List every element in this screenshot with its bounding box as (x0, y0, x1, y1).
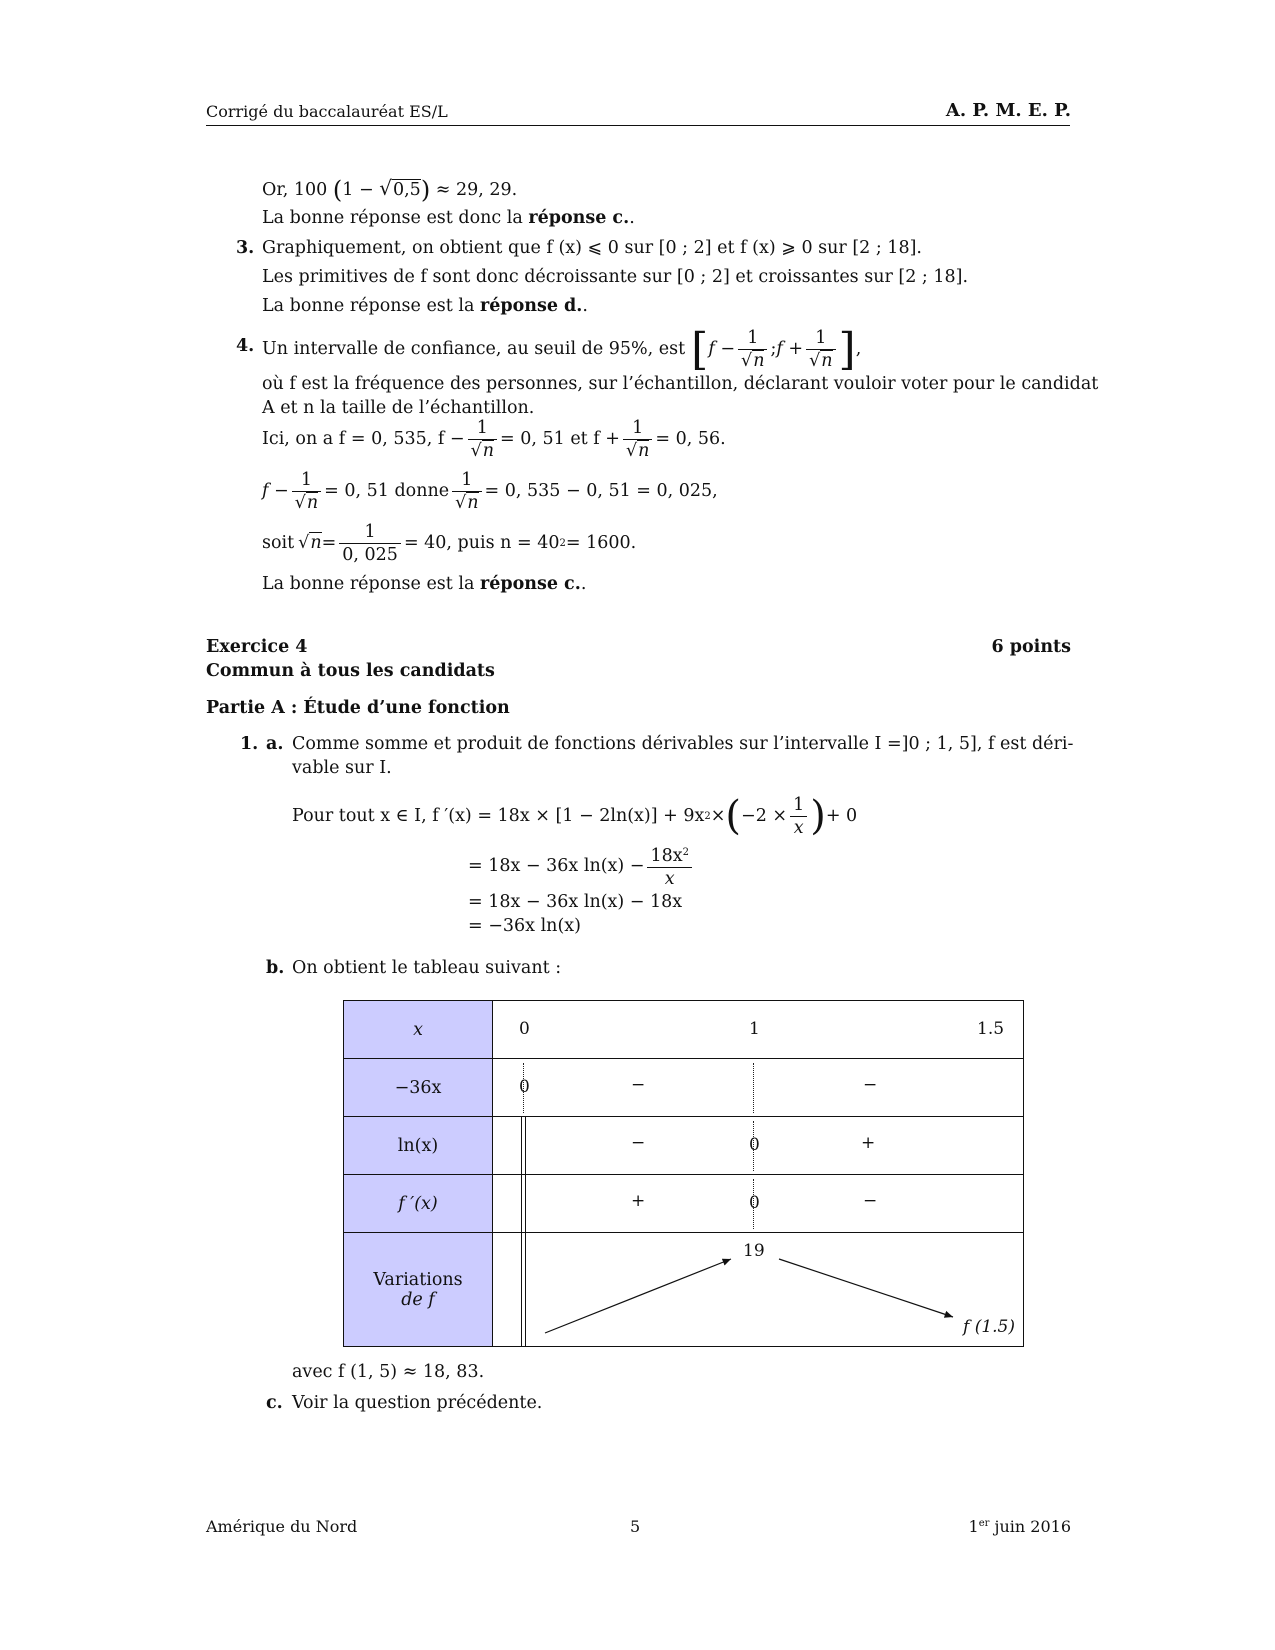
derivative-line4: = −36x ln(x) (468, 916, 581, 936)
header-title: Corrigé du baccalauréat ES/L (206, 102, 448, 121)
variation-arrows (493, 1233, 1023, 1347)
q4-line2: où f est la fréquence des personnes, sur l’échantillon, déclarant vouloir voter pour le candidat (262, 374, 1099, 394)
end-value: f (1.5) (963, 1317, 1015, 1337)
row-ln: − 0 + (493, 1117, 1024, 1175)
row-header-minus36x: −36x (344, 1059, 493, 1117)
derivative-line1: Pour tout x ∈ I, f ′(x) = 18x × [1 − 2ln(x)] + 9x 2 × ( −2 × $\frac{1}{x}$ ) + 0 (292, 793, 858, 839)
q4-line1: Un intervalle de confiance, au seuil de 95%, est [ f − $\frac{1}{√n}$ ; f + $\frac{1}{√n}$ ] , (262, 323, 862, 375)
exercise-title: Exercice 4 (206, 637, 308, 657)
header-rule (206, 125, 1070, 126)
sqrt-0-5: 0,5 (392, 180, 421, 200)
arrow-down (779, 1259, 953, 1317)
q1b-text: On obtient le tableau suivant : (292, 958, 562, 978)
header-apmep: A. P. M. E. P. (945, 100, 1071, 121)
row-x: 0 1 1.5 (493, 1001, 1024, 1059)
exercise-subtitle: Commun à tous les candidats (206, 661, 495, 681)
footer-location: Amérique du Nord (206, 1517, 358, 1536)
footer-page-number: 5 (630, 1517, 641, 1536)
q4-line3: A et n la taille de l’échantillon. (262, 398, 535, 418)
q1c-label: c. (266, 1393, 283, 1413)
row-minus36x: 0 − − (493, 1059, 1024, 1117)
q2-line1: Or, 100 (1 − √0,5) ≈ 29, 29. (262, 176, 518, 204)
q1a-label: a. (266, 734, 284, 754)
row-header-x: x (344, 1001, 493, 1059)
after-table-text: avec f (1, 5) ≈ 18, 83. (292, 1362, 485, 1382)
max-value: 19 (743, 1241, 765, 1261)
part-a-title: Partie A : Étude d’une fonction (206, 698, 510, 718)
variation-table (343, 1000, 1024, 1347)
derivative-line2: = 18x − 36x ln(x) − $\frac{18x^2}{x}$ (468, 840, 695, 892)
q1c-text: Voir la question précédente. (292, 1393, 543, 1413)
q4-number: 4. (236, 336, 255, 356)
q1a-line1: Comme somme et produit de fonctions dérivables sur l’intervalle I =]0 ; 1, 5], f est déri- (292, 734, 1074, 754)
q1b-label: b. (266, 958, 285, 978)
row-header-ln: ln(x) (344, 1117, 493, 1175)
q3-number: 3. (236, 238, 255, 258)
footer-date: 1er juin 2016 (968, 1517, 1071, 1536)
q2-line2: La bonne réponse est donc la réponse c.. (262, 208, 635, 228)
row-header-fprime: f ′(x) (344, 1175, 493, 1233)
row-header-variations: Variations de f (344, 1233, 493, 1347)
fraction-1-over-sqrt-n-2: $\frac{1}{√n}$ (806, 327, 835, 372)
q4-line4: Ici, on a f = 0, 535, f − $\frac{1}{√n}$ = 0, 51 et f + $\frac{1}{√n}$ = 0, 56. (262, 417, 726, 461)
arrow-up (545, 1259, 731, 1333)
q1a-line2: vable sur I. (292, 758, 392, 778)
q4-line7: La bonne réponse est la réponse c.. (262, 574, 587, 594)
q3-line2: Les primitives de f sont donc décroissante sur [0 ; 2] et croissantes sur [2 ; 18]. (262, 267, 969, 287)
row-variations (493, 1233, 1024, 1347)
fraction-1-over-sqrt-n: $\frac{1}{√n}$ (738, 327, 767, 372)
q3-line3: La bonne réponse est la réponse d.. (262, 296, 588, 316)
derivative-line3: = 18x − 36x ln(x) − 18x (468, 892, 683, 912)
row-fprime: + 0 − (493, 1175, 1024, 1233)
q4-line6: soit √n = $\frac{1}{0, 025}$ = 40, puis n = 40 2 = 1600. (262, 521, 637, 565)
q3-line1: Graphiquement, on obtient que f (x) ⩽ 0 sur [0 ; 2] et f (x) ⩾ 0 sur [2 ; 18]. (262, 238, 922, 258)
q1-number: 1. (240, 734, 259, 754)
exercise-points: 6 points (991, 637, 1071, 657)
q4-line5: f − $\frac{1}{√n}$ = 0, 51 donne $\frac{1}{√n}$ = 0, 535 − 0, 51 = 0, 025, (262, 469, 718, 513)
